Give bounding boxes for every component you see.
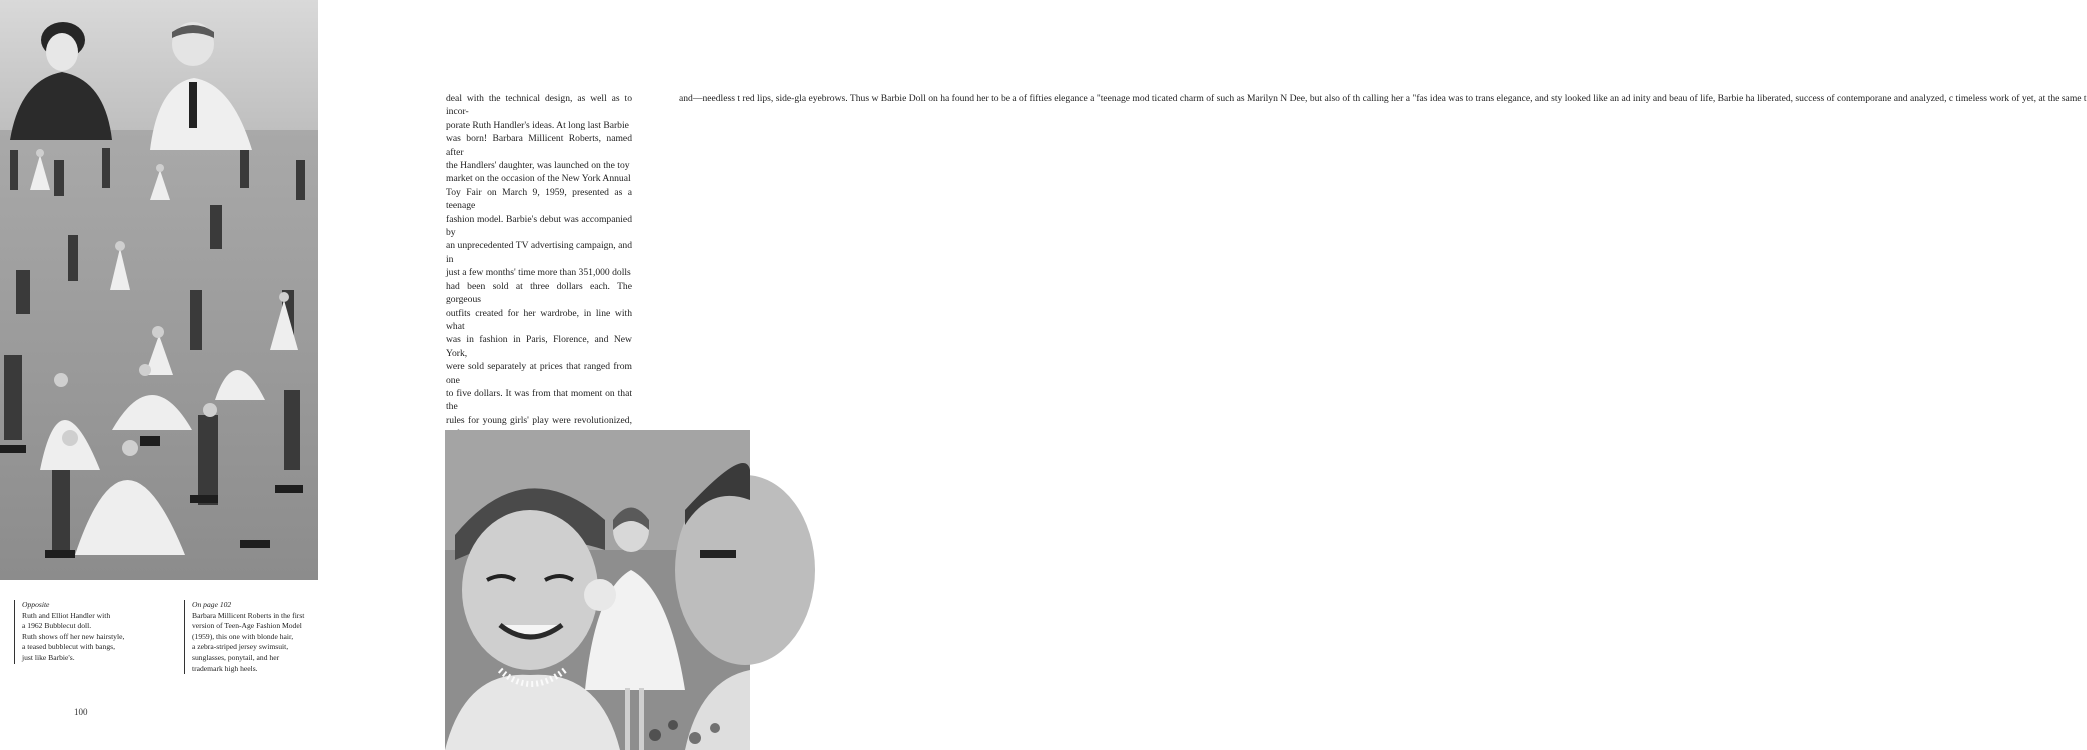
handlers-portrait-photo	[445, 430, 750, 750]
page-number: 100	[74, 707, 88, 717]
caption-text: Ruth and Elliot Handler with a 1962 Bubblecut doll. Ruth shows off her new hairstyle, a teased bubblecut with bangs, just like Barbie's.	[22, 610, 125, 662]
doll-collection-image	[0, 0, 318, 580]
caption-text: Barbara Millicent Roberts in the first version of Teen-Age Fashion Model (1959), this one with blonde hair, a zebra-striped jersey swimsuit, sunglasses, ponytail, and her trademark high heels.	[192, 610, 305, 673]
caption-heading: Opposite	[22, 600, 50, 609]
caption-heading: On page 102	[192, 600, 232, 609]
left-page	[0, 0, 375, 750]
handlers-portrait-image	[445, 430, 750, 750]
body-text-column-cut	[679, 92, 2087, 105]
body-paragraph: deal with the technical design, as well as to incor- porate Ruth Handler's ideas. At long last Barbie was born! Barbara Millicent Roberts, named after the Handlers' daughter, was launched on the toy market on the occasion of the New York Annual Toy Fair on March 9, 1959, presented as a teenage fashion model. Barbie's debut was accompanied by an unprecedented TV advertising campaign, and in just a few months' time more than 351,000 dolls had been sold at three dollars each. The gorgeous outfits created for her wardrobe, in line with what was in fashion in Paris, Florence, and New York, were sold separately at prices that ranged from one to five dollars. It was from that moment on that the rules for young girls' play were revolutionized,	[446, 93, 632, 426]
caption-page-102	[184, 600, 322, 674]
right-page	[375, 0, 2087, 750]
caption-opposite	[14, 600, 142, 664]
doll-collection-photo	[0, 0, 318, 580]
body-paragraph: and—needless t red lips, side-gla eyebrows. Thus w Barbie Doll on ha found her to be a of fifties elegance a "teenage mod ticated charm of such as Marilyn N Dee, but also of th calling her a "fas idea was to trans elegance, and sty looked like an ad inity and beau of life, Barbie ha liberated, success of contemporane and analyzed, c timeless work of yet, at the same t	[679, 93, 2087, 104]
